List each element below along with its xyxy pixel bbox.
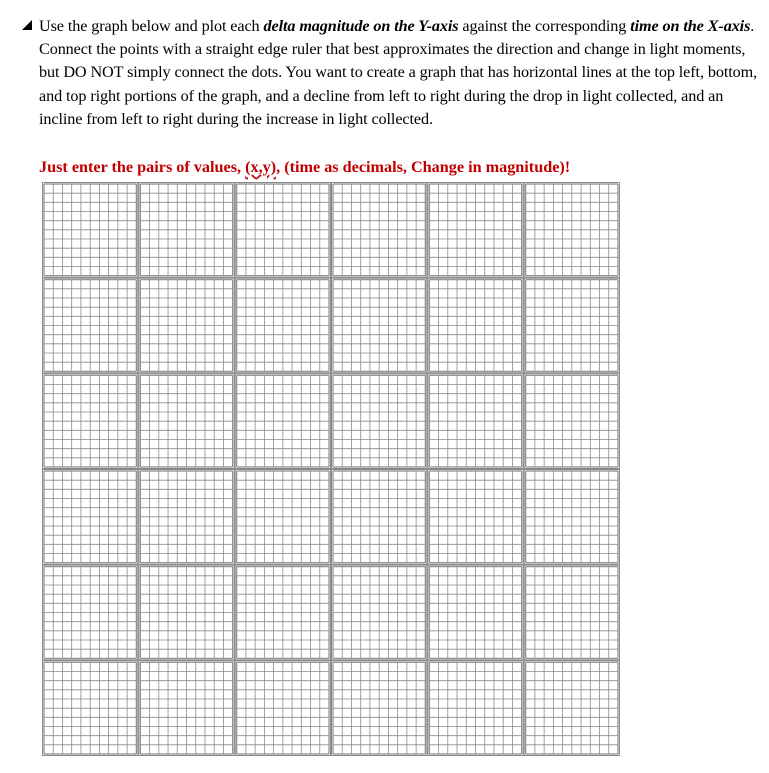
grid-block	[332, 470, 427, 565]
grid-block	[235, 374, 330, 469]
answer-prompt-before: Just enter the pairs of values,	[39, 158, 246, 176]
grid-block	[332, 374, 427, 469]
grid-block	[235, 661, 330, 756]
grid-block	[524, 565, 619, 660]
grid-block	[43, 661, 138, 756]
grid-block	[235, 470, 330, 565]
grid-block	[428, 183, 523, 278]
grid-block	[139, 565, 234, 660]
grid-block	[43, 374, 138, 469]
grid-block	[332, 278, 427, 373]
collapse-triangle-icon[interactable]	[22, 20, 32, 30]
grid-block	[332, 661, 427, 756]
answer-prompt-after: , (time as decimals, Change in magnitude)!	[276, 158, 571, 176]
grid-block	[524, 278, 619, 373]
grid-block	[235, 278, 330, 373]
grid-block	[428, 278, 523, 373]
graph-paper	[42, 182, 620, 756]
instruction-intro: Use the graph below and plot each	[39, 17, 264, 35]
graph-paper-grid	[42, 182, 620, 756]
answer-prompt	[39, 156, 570, 179]
grid-block	[139, 183, 234, 278]
x-axis-term: time on the X-axis	[630, 17, 751, 35]
grid-block	[43, 565, 138, 660]
y-axis-term: delta magnitude on the Y-axis	[263, 17, 459, 35]
grid-block	[139, 374, 234, 469]
grid-block	[428, 374, 523, 469]
grid-block	[332, 565, 427, 660]
grid-block	[43, 183, 138, 278]
grid-block	[43, 278, 138, 373]
grid-block	[139, 278, 234, 373]
grid-block	[428, 470, 523, 565]
grid-block	[235, 565, 330, 660]
grid-block	[139, 470, 234, 565]
grid-block	[43, 470, 138, 565]
xy-pair-label: (x,y)	[245, 158, 277, 176]
grid-block	[235, 183, 330, 278]
grid-block	[524, 183, 619, 278]
grid-block	[428, 565, 523, 660]
grid-block	[139, 661, 234, 756]
grid-block	[524, 374, 619, 469]
instruction-mid: against the corresponding	[458, 17, 631, 35]
grid-block	[332, 183, 427, 278]
grid-block	[524, 661, 619, 756]
grid-block	[428, 661, 523, 756]
grid-block	[524, 470, 619, 565]
instruction-rest: . Connect the points with a straight edge ruler that best approximates the direction and change in light moments, but DO NOT simply connect the dots. You want to create a graph that has horizontal lines at the top left, bottom, and top right portions of the graph, and a decline from left to right during the drop in light collected, and an incline from left to right during the increase in light collected.	[39, 17, 758, 128]
instruction-paragraph	[39, 15, 759, 131]
